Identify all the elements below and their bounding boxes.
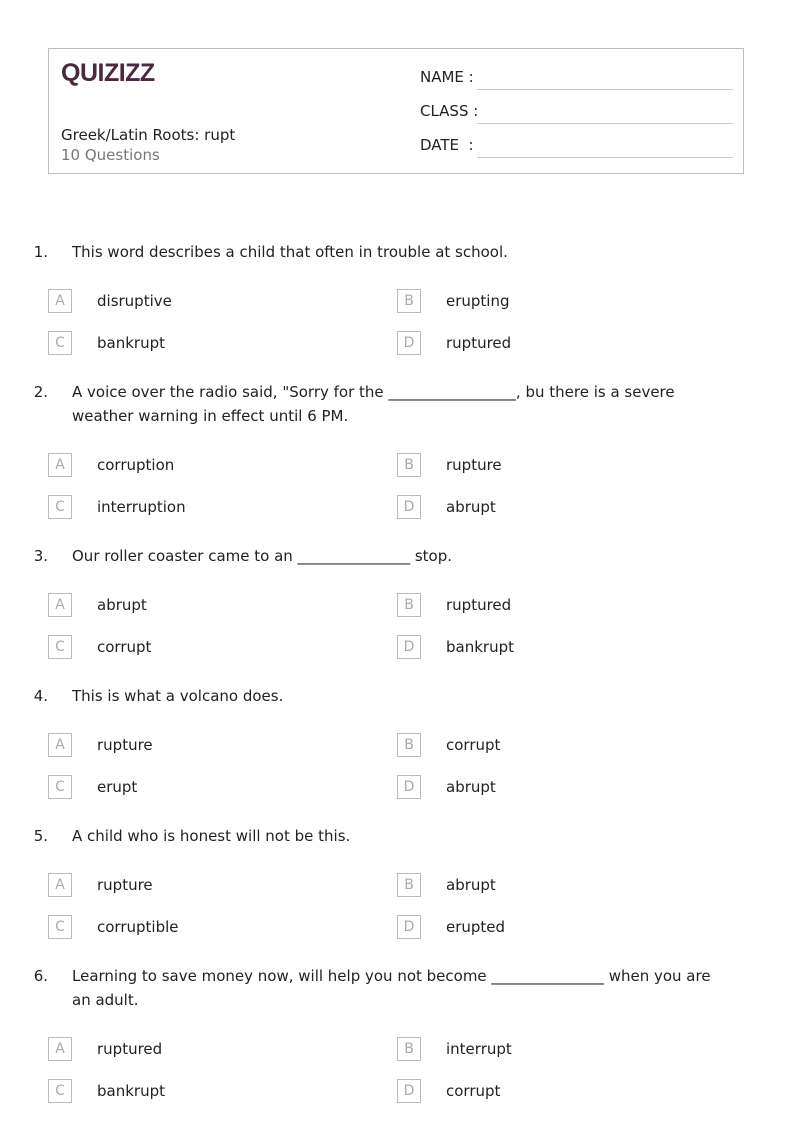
answer-options — [48, 584, 794, 668]
option-text: corrupt — [446, 1082, 501, 1100]
question-count: 10 Questions — [61, 146, 160, 164]
question — [0, 240, 794, 264]
option-letter-box: B — [397, 593, 421, 617]
option-letter-box: A — [48, 453, 72, 477]
answer-option[interactable] — [397, 1028, 746, 1070]
date-label: DATE : — [420, 136, 474, 154]
name-field[interactable] — [477, 89, 733, 90]
answer-option[interactable] — [48, 486, 397, 528]
option-letter-box: C — [48, 635, 72, 659]
answer-option[interactable] — [48, 1070, 397, 1112]
answer-option[interactable] — [397, 626, 746, 668]
option-letter-box: D — [397, 915, 421, 939]
answer-option[interactable] — [48, 626, 397, 668]
class-field[interactable] — [477, 123, 733, 124]
question — [0, 964, 794, 1012]
option-text: disruptive — [97, 292, 172, 310]
answer-option[interactable] — [397, 906, 746, 948]
option-text: corrupt — [446, 736, 501, 754]
option-text: corrupt — [97, 638, 152, 656]
option-letter-box: B — [397, 1037, 421, 1061]
option-letter-box: A — [48, 873, 72, 897]
answer-option[interactable] — [48, 280, 397, 322]
question-text: Learning to save money now, will help you not become _______________ when you are an adult. — [72, 967, 711, 1009]
question-list — [0, 240, 794, 1123]
option-letter-box: B — [397, 289, 421, 313]
answer-option[interactable] — [397, 584, 746, 626]
answer-option[interactable] — [397, 766, 746, 808]
option-text: bankrupt — [97, 334, 165, 352]
option-text: abrupt — [446, 498, 496, 516]
question-text: This is what a volcano does. — [72, 687, 284, 705]
option-text: erupting — [446, 292, 510, 310]
question-text: Our roller coaster came to an _______________ stop. — [72, 547, 453, 565]
answer-options — [48, 1028, 794, 1112]
answer-option[interactable] — [397, 864, 746, 906]
option-letter-box: C — [48, 775, 72, 799]
option-letter-box: D — [397, 1079, 421, 1103]
name-label: NAME : — [420, 68, 474, 86]
option-text: erupted — [446, 918, 506, 936]
question-text: This word describes a child that often in trouble at school. — [72, 243, 508, 261]
answer-options — [48, 280, 794, 364]
option-letter-box: D — [397, 635, 421, 659]
option-letter-box: A — [48, 593, 72, 617]
question — [0, 544, 794, 568]
answer-option[interactable] — [397, 724, 746, 766]
answer-options — [48, 864, 794, 948]
option-letter-box: D — [397, 775, 421, 799]
question — [0, 684, 794, 708]
answer-option[interactable] — [397, 486, 746, 528]
option-text: bankrupt — [446, 638, 514, 656]
option-letter-box: C — [48, 331, 72, 355]
answer-option[interactable] — [48, 906, 397, 948]
option-letter-box: C — [48, 915, 72, 939]
answer-option[interactable] — [397, 280, 746, 322]
date-field[interactable] — [477, 157, 733, 158]
answer-option[interactable] — [48, 724, 397, 766]
option-text: erupt — [97, 778, 138, 796]
answer-options — [48, 724, 794, 808]
answer-option[interactable] — [48, 1028, 397, 1070]
option-letter-box: A — [48, 1037, 72, 1061]
option-text: ruptured — [446, 596, 512, 614]
question-number: 2. — [33, 383, 48, 401]
question-number: 1. — [33, 243, 48, 261]
option-text: interrupt — [446, 1040, 512, 1058]
option-text: ruptured — [446, 334, 512, 352]
answer-option[interactable] — [397, 1070, 746, 1112]
question — [0, 380, 794, 428]
option-letter-box: C — [48, 495, 72, 519]
question-text: A voice over the radio said, "Sorry for the _________________, bu there is a severe weather warning in effect until 6 PM. — [72, 383, 675, 425]
worksheet-header — [48, 48, 744, 174]
answer-option[interactable] — [397, 444, 746, 486]
question-number: 6. — [33, 967, 48, 985]
option-text: rupture — [446, 456, 502, 474]
answer-option[interactable] — [48, 766, 397, 808]
question — [0, 824, 794, 848]
answer-option[interactable] — [48, 864, 397, 906]
answer-option[interactable] — [48, 322, 397, 364]
option-letter-box: A — [48, 289, 72, 313]
option-text: corruptible — [97, 918, 179, 936]
question-number: 5. — [33, 827, 48, 845]
option-text: abrupt — [97, 596, 147, 614]
worksheet-title: Greek/Latin Roots: rupt — [61, 126, 236, 144]
question-text: A child who is honest will not be this. — [72, 827, 351, 845]
answer-option[interactable] — [48, 444, 397, 486]
option-letter-box: B — [397, 873, 421, 897]
option-letter-box: D — [397, 331, 421, 355]
option-letter-box: D — [397, 495, 421, 519]
option-letter-box: B — [397, 453, 421, 477]
option-text: interruption — [97, 498, 186, 516]
option-letter-box: B — [397, 733, 421, 757]
answer-option[interactable] — [397, 322, 746, 364]
option-text: bankrupt — [97, 1082, 165, 1100]
option-text: ruptured — [97, 1040, 163, 1058]
option-text: corruption — [97, 456, 175, 474]
question-number: 4. — [33, 687, 48, 705]
option-text: abrupt — [446, 778, 496, 796]
class-label: CLASS : — [420, 102, 479, 120]
option-text: rupture — [97, 876, 153, 894]
option-letter-box: A — [48, 733, 72, 757]
question-number: 3. — [33, 547, 48, 565]
quizizz-logo: QUIZIZZ — [61, 59, 155, 87]
option-text: abrupt — [446, 876, 496, 894]
answer-options — [48, 444, 794, 528]
option-text: rupture — [97, 736, 153, 754]
option-letter-box: C — [48, 1079, 72, 1103]
answer-option[interactable] — [48, 584, 397, 626]
